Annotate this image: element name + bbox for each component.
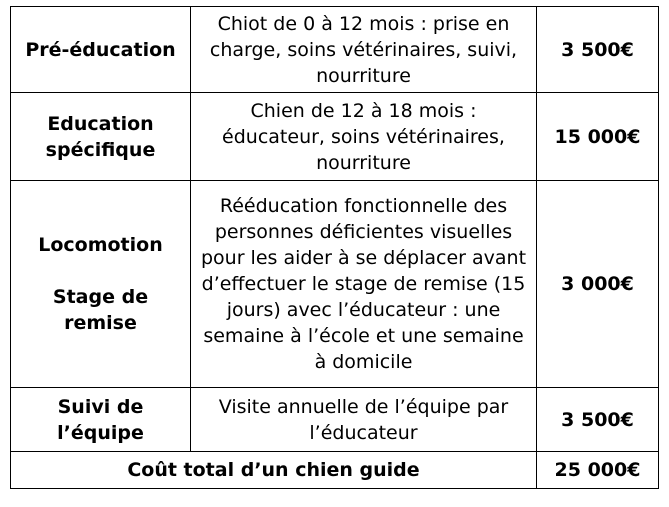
table-row (11, 7, 659, 93)
phase-spacer (17, 258, 184, 284)
cost-cell: 3 000€ (537, 181, 659, 388)
cost-cell: 3 500€ (537, 7, 659, 93)
phase-cell (11, 181, 191, 388)
table-row (11, 181, 659, 388)
phase-label-locomotion: Locomotion (38, 234, 163, 256)
table-row (11, 93, 659, 181)
phase-cell: Pré-éducation (11, 7, 191, 93)
total-cost: 25 000€ (537, 452, 659, 489)
phase-cell: Suivi de l’équipe (11, 388, 191, 452)
phase-cell: Education spécifique (11, 93, 191, 181)
total-row (11, 452, 659, 489)
table-row (11, 388, 659, 452)
cost-cell: 3 500€ (537, 388, 659, 452)
description-cell: Chiot de 0 à 12 mois : prise en charge, soins vétérinaires, suivi, nourriture (191, 7, 537, 93)
cost-cell: 15 000€ (537, 93, 659, 181)
description-cell: Chien de 12 à 18 mois : éducateur, soins vétérinaires, nourriture (191, 93, 537, 181)
description-cell: Rééducation fonctionnelle des personnes déficientes visuelles pour les aider à se déplacer avant d’effectuer le stage de remise (15 jours) avec l’éducateur : une semaine à l’école et une semaine à domicile (191, 181, 537, 388)
description-cell: Visite annuelle de l’équipe par l’éducateur (191, 388, 537, 452)
phase-label-stage-de-remise: Stage de remise (52, 286, 149, 334)
total-label: Coût total d’un chien guide (11, 452, 537, 489)
cost-table (10, 6, 659, 489)
